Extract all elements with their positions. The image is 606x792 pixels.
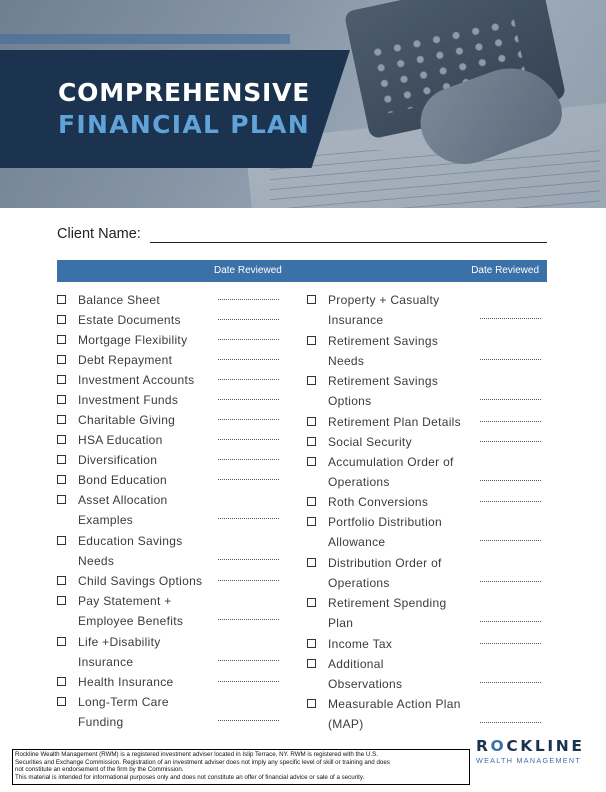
checkbox[interactable] — [57, 455, 66, 464]
date-reviewed-line[interactable] — [480, 480, 541, 481]
date-reviewed-line[interactable] — [480, 501, 541, 502]
rockline-logo — [476, 737, 585, 755]
checklist-item — [57, 450, 297, 470]
checklist-item — [57, 490, 297, 530]
date-reviewed-line[interactable] — [480, 621, 541, 622]
checklist-item-label: Accumulation Order of — [328, 454, 454, 469]
checklist-item-label: Balance Sheet — [78, 293, 160, 307]
checklist-item — [57, 290, 297, 310]
checklist-item — [307, 553, 547, 593]
date-reviewed-line[interactable] — [218, 619, 279, 620]
checkbox[interactable] — [307, 417, 316, 426]
date-reviewed-line[interactable] — [218, 299, 279, 300]
checkbox[interactable] — [307, 295, 316, 304]
checklist-item — [307, 412, 547, 432]
date-reviewed-line[interactable] — [480, 722, 541, 723]
checklist-item-label-continued: Plan — [328, 616, 354, 630]
checklist-item — [307, 492, 547, 512]
checkbox[interactable] — [57, 395, 66, 404]
date-reviewed-line[interactable] — [218, 580, 279, 581]
checkbox[interactable] — [307, 376, 316, 385]
checklist-item — [57, 370, 297, 390]
checklist-item-label: Diversification — [78, 453, 158, 467]
checkbox[interactable] — [307, 639, 316, 648]
checklist-item-label-continued: Options — [328, 394, 372, 408]
date-reviewed-line[interactable] — [480, 359, 541, 360]
checklist-item-label: Mortgage Flexibility — [78, 333, 188, 347]
checkbox[interactable] — [307, 437, 316, 446]
checklist-item-label: Asset Allocation — [78, 493, 168, 507]
checklist-item — [57, 571, 297, 591]
checkbox[interactable] — [57, 637, 66, 646]
checkbox[interactable] — [57, 495, 66, 504]
hero-banner — [0, 0, 606, 208]
checklist-item-label-continued: Operations — [328, 575, 390, 590]
hero-accent-stripe — [0, 34, 290, 44]
checklist-item — [57, 692, 297, 732]
checklist-item-label: Pay Statement + — [78, 594, 172, 608]
client-name-field-line[interactable] — [150, 242, 547, 243]
checklist-item — [307, 432, 547, 452]
title-panel — [0, 50, 350, 168]
checklist-item-label-continued: Allowance — [328, 535, 386, 549]
checkbox[interactable] — [307, 457, 316, 466]
date-reviewed-line[interactable] — [480, 540, 541, 541]
date-reviewed-line[interactable] — [218, 419, 279, 420]
date-reviewed-line[interactable] — [480, 399, 541, 400]
checklist-item — [57, 470, 297, 490]
date-reviewed-header-right: Date Reviewed — [471, 265, 539, 276]
checklist-item-label: Property + Casualty — [328, 293, 440, 307]
checklist-item — [57, 390, 297, 410]
title-line-2: FINANCIAL PLAN — [58, 110, 310, 139]
checklist-item-label: Distribution Order of — [328, 555, 442, 570]
checklist-item-label-continued: Observations — [328, 676, 403, 691]
date-reviewed-line[interactable] — [218, 681, 279, 682]
checkbox[interactable] — [307, 699, 316, 708]
date-reviewed-line[interactable] — [218, 379, 279, 380]
checklist-item-label: Bond Education — [78, 473, 167, 487]
checklist-item-label-continued: Employee Benefits — [78, 614, 184, 628]
checkbox[interactable] — [57, 355, 66, 364]
checkbox[interactable] — [307, 497, 316, 506]
checkbox[interactable] — [307, 598, 316, 607]
checklist-item-label-continued: Insurance — [78, 654, 134, 669]
checklist-item-label: Debt Repayment — [78, 353, 173, 367]
date-reviewed-line[interactable] — [218, 559, 279, 560]
date-reviewed-line[interactable] — [218, 439, 279, 440]
date-reviewed-line[interactable] — [480, 643, 541, 644]
date-reviewed-line[interactable] — [480, 581, 541, 582]
checklist-item — [57, 410, 297, 430]
date-reviewed-header-left: Date Reviewed — [214, 265, 282, 276]
checklist-item-label-continued: Examples — [78, 513, 134, 527]
checklist-item-label: Health Insurance — [78, 675, 174, 689]
date-reviewed-line[interactable] — [218, 660, 279, 661]
checklist-item-label: Long-Term Care — [78, 695, 169, 709]
disclaimer-line: This material is intended for informational purposes only and does not constitute an offer of financial advice or sale of a security. — [15, 773, 365, 781]
checklist-item — [307, 452, 547, 492]
checklist-item — [57, 310, 297, 330]
disclaimer-box — [12, 749, 470, 785]
checkbox[interactable] — [57, 576, 66, 585]
client-name-label: Client Name: — [57, 226, 141, 242]
checklist-item-label: Retirement Savings — [328, 333, 439, 348]
checklist-item — [57, 330, 297, 350]
checklist-item-label: Social Security — [328, 434, 412, 449]
checklist-item-label: Portfolio Distribution — [328, 515, 442, 529]
logo-subtitle: WEALTH MANAGEMENT — [476, 756, 582, 765]
checkbox[interactable] — [57, 295, 66, 304]
checklist-item — [307, 331, 547, 371]
checklist-item-label-continued: Needs — [328, 353, 365, 368]
checkbox[interactable] — [57, 415, 66, 424]
checklist-item-label: Retirement Plan Details — [328, 414, 461, 429]
checklist-item-label: Retirement Spending — [328, 596, 447, 610]
checklist-item-label: Life +Disability — [78, 634, 161, 649]
checklist-item-label: Child Savings Options — [78, 574, 203, 588]
logo-letter-o: O — [490, 737, 507, 755]
checklist-item — [57, 531, 297, 571]
date-reviewed-line[interactable] — [480, 441, 541, 442]
date-reviewed-line[interactable] — [218, 479, 279, 480]
checklist-item-label: Estate Documents — [78, 313, 181, 327]
logo-letters-rest: CKLINE — [506, 737, 585, 755]
checklist-item — [57, 632, 297, 672]
date-reviewed-line[interactable] — [218, 399, 279, 400]
checklist-item — [307, 290, 547, 330]
checkbox[interactable] — [57, 596, 66, 605]
checkbox[interactable] — [57, 335, 66, 344]
date-reviewed-line[interactable] — [480, 318, 541, 319]
checklist-item-label: Investment Accounts — [78, 373, 195, 387]
checkbox[interactable] — [57, 315, 66, 324]
checklist-header-bar — [57, 260, 547, 282]
checklist-item-label-continued: (MAP) — [328, 717, 364, 731]
date-reviewed-line[interactable] — [218, 319, 279, 320]
logo-letter-r: R — [476, 737, 491, 755]
checklist-item — [307, 593, 547, 633]
checklist-item-label: HSA Education — [78, 433, 163, 447]
checkbox[interactable] — [57, 536, 66, 545]
checklist-item-label-continued: Funding — [78, 715, 124, 729]
date-reviewed-line[interactable] — [218, 339, 279, 340]
checklist-item-label: Roth Conversions — [328, 495, 429, 509]
checklist-item-label: Charitable Giving — [78, 413, 176, 427]
checklist-item — [57, 591, 297, 631]
checkbox[interactable] — [57, 677, 66, 686]
checkbox[interactable] — [307, 336, 316, 345]
checklist-item-label-continued: Insurance — [328, 313, 384, 327]
checklist-item — [307, 694, 547, 734]
date-reviewed-line[interactable] — [218, 720, 279, 721]
checkbox[interactable] — [57, 435, 66, 444]
date-reviewed-line[interactable] — [480, 682, 541, 683]
checklist-item-label: Investment Funds — [78, 393, 179, 407]
checklist-item-label: Additional — [328, 656, 384, 671]
disclaimer-line: Securities and Exchange Commission. Registration of an investment adviser does not imply any specific level of skill or training and does — [15, 758, 390, 766]
checkbox[interactable] — [57, 697, 66, 706]
checkbox[interactable] — [307, 558, 316, 567]
checklist-item — [57, 672, 297, 692]
disclaimer-line: not constitute an endorsement of the firm by the Commission. — [15, 766, 184, 774]
checklist-item-label-continued: Operations — [328, 474, 390, 489]
checklist-item — [307, 512, 547, 552]
checkbox[interactable] — [57, 475, 66, 484]
checklist-item — [307, 634, 547, 654]
checkbox[interactable] — [307, 517, 316, 526]
checklist-item-label-continued: Needs — [78, 553, 115, 568]
date-reviewed-line[interactable] — [218, 359, 279, 360]
checklist-item-label: Measurable Action Plan — [328, 697, 461, 711]
date-reviewed-line[interactable] — [480, 421, 541, 422]
checklist-item-label: Income Tax — [328, 636, 393, 651]
title-line-1: COMPREHENSIVE — [58, 78, 311, 107]
checklist-item — [307, 654, 547, 694]
date-reviewed-line[interactable] — [218, 518, 279, 519]
checklist-item — [307, 371, 547, 411]
disclaimer-line: Rockline Wealth Management (RWM) is a registered investment adviser located in Islip Terrace, NY. RWM is registered with the U.S. — [15, 751, 378, 758]
checkbox[interactable] — [57, 375, 66, 384]
checklist-item-label: Education Savings — [78, 533, 183, 548]
checklist-item — [57, 430, 297, 450]
checklist-item-label: Retirement Savings — [328, 374, 439, 388]
date-reviewed-line[interactable] — [218, 459, 279, 460]
checkbox[interactable] — [307, 659, 316, 668]
checklist-item — [57, 350, 297, 370]
